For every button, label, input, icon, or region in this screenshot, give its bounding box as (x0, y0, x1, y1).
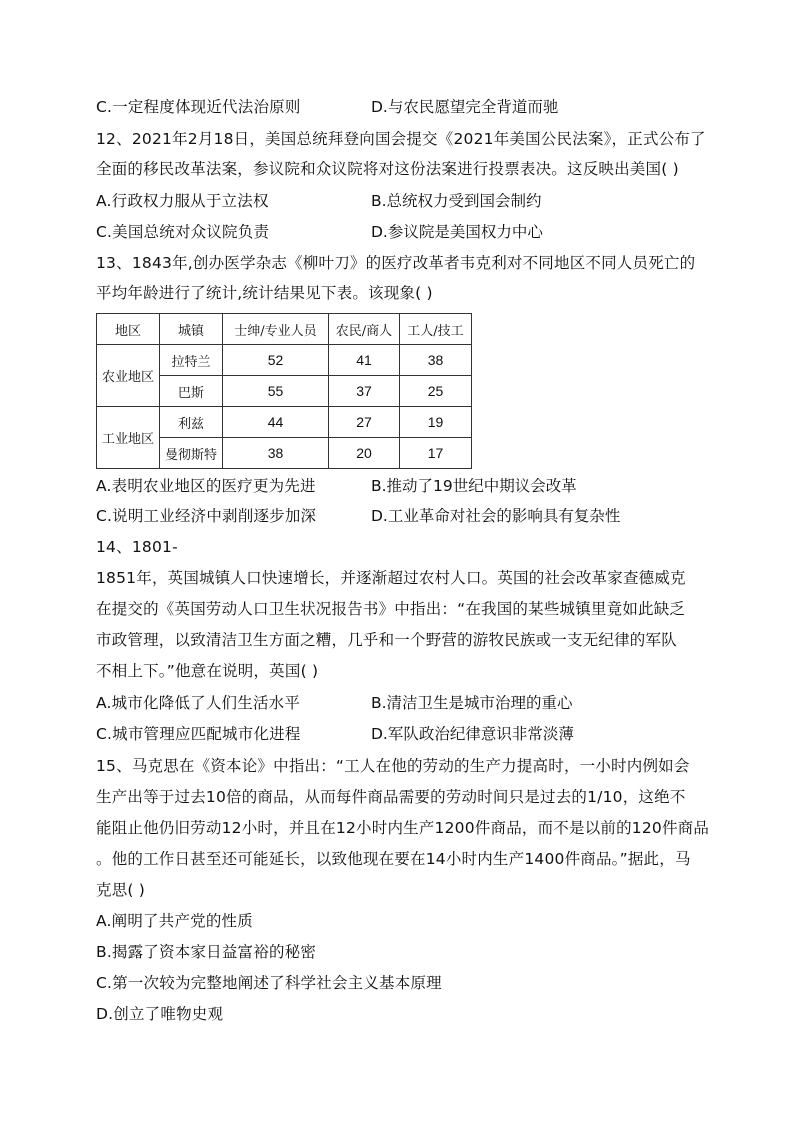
town-cell: 利兹 (160, 407, 223, 438)
table-header-cell: 地区 (97, 314, 160, 345)
q13-stem-line: 13、1843年,创办医学杂志《柳叶刀》的医疗改革者韦克利对不同地区不同人员死亡的 (96, 254, 696, 272)
q15-option-d: D.创立了唯物史观 (96, 1005, 224, 1023)
q12-option-b: B.总统权力受到国会制约 (371, 192, 542, 210)
table-row (97, 407, 472, 438)
farmer-age-cell: 27 (329, 407, 400, 438)
table-header-cell: 士绅/专业人员 (223, 314, 329, 345)
q13-option-a: A.表明农业地区的医疗更为先进 (96, 477, 316, 495)
farmer-age-cell: 41 (329, 345, 400, 376)
worker-age-cell: 38 (400, 345, 472, 376)
q13-option-b: B.推动了19世纪中期议会改革 (371, 477, 577, 495)
q12-option-a: A.行政权力服从于立法权 (96, 192, 269, 210)
table-header-cell: 工人/技工 (400, 314, 472, 345)
q14-option-a: A.城市化降低了人们生活水平 (96, 694, 301, 712)
gentry-age-cell: 52 (223, 345, 329, 376)
q14-option-c: C.城市管理应匹配城市化进程 (96, 725, 301, 743)
farmer-age-cell: 20 (329, 438, 400, 469)
q13-option-c: C.说明工业经济中剥削逐步加深 (96, 507, 317, 525)
worker-age-cell: 17 (400, 438, 472, 469)
q15-option-a: A.阐明了共产党的性质 (96, 912, 253, 930)
q12-stem-line: 全面的移民改革法案，参议院和众议院将对这份法案进行投票表决。这反映出美国( ) (96, 160, 679, 178)
q14-stem-line: 在提交的《英国劳动人口卫生状况报告书》中指出：“在我国的某些城镇里竟如此缺乏 (96, 600, 686, 618)
gentry-age-cell: 38 (223, 438, 329, 469)
table-header-cell: 城镇 (160, 314, 223, 345)
q11-option-c: C.一定程度体现近代法治原则 (96, 98, 301, 116)
mortality-table (96, 313, 472, 469)
q12-option-c: C.美国总统对众议院负责 (96, 223, 270, 241)
q14-stem-line: 14、1801- (96, 538, 178, 556)
q15-stem-line: 克思( ) (96, 881, 146, 899)
gentry-age-cell: 44 (223, 407, 329, 438)
town-cell: 拉特兰 (160, 345, 223, 376)
q15-stem-line: 能阻止他仍旧劳动12小时，并且在12小时内生产1200件商品，而不是以前的120件商品 (96, 819, 710, 837)
q15-option-b: B.揭露了资本家日益富裕的秘密 (96, 943, 317, 961)
q14-option-b: B.清洁卫生是城市治理的重心 (371, 694, 573, 712)
q13-option-d: D.工业革命对社会的影响具有复杂性 (371, 507, 621, 525)
q14-option-d: D.军队政治纪律意识非常淡薄 (371, 725, 574, 743)
farmer-age-cell: 37 (329, 376, 400, 407)
q15-stem-line: 。他的工作日甚至还可能延长，以致他现在要在14小时内生产1400件商品。”据此，马 (96, 850, 691, 868)
q14-stem-line: 1851年，英国城镇人口快速增长，并逐渐超过农村人口。英国的社会改革家查德威克 (96, 569, 686, 587)
q14-stem-line: 市政管理，以致清洁卫生方面之糟，几乎和一个野营的游牧民族或一支无纪律的军队 (96, 631, 677, 649)
q12-stem-line: 12、2021年2月18日，美国总统拜登向国会提交《2021年美国公民法案》，正式公布了 (96, 130, 706, 148)
table-row (97, 345, 472, 376)
town-cell: 曼彻斯特 (160, 438, 223, 469)
worker-age-cell: 25 (400, 376, 472, 407)
table-header-row (97, 314, 472, 345)
town-cell: 巴斯 (160, 376, 223, 407)
region-cell: 工业地区 (97, 407, 160, 469)
table-header-cell: 农民/商人 (329, 314, 400, 345)
q15-option-c: C.第一次较为完整地阐述了科学社会主义基本原理 (96, 974, 442, 992)
q12-option-d: D.参议院是美国权力中心 (371, 223, 543, 241)
gentry-age-cell: 55 (223, 376, 329, 407)
q11-option-d: D.与农民愿望完全背道而驰 (371, 98, 559, 116)
worker-age-cell: 19 (400, 407, 472, 438)
q13-stem-line: 平均年龄进行了统计,统计结果见下表。该现象( ) (96, 284, 433, 302)
q15-stem-line: 生产出等于过去10倍的商品，从而每件商品需要的劳动时间只是过去的1/10，这绝不 (96, 788, 686, 806)
q14-stem-line: 不相上下。”他意在说明，英国( ) (96, 662, 319, 680)
q15-stem-line: 15、马克思在《资本论》中指出：“工人在他的劳动的生产力提高时，一小时内例如会 (96, 757, 690, 775)
region-cell: 农业地区 (97, 345, 160, 407)
